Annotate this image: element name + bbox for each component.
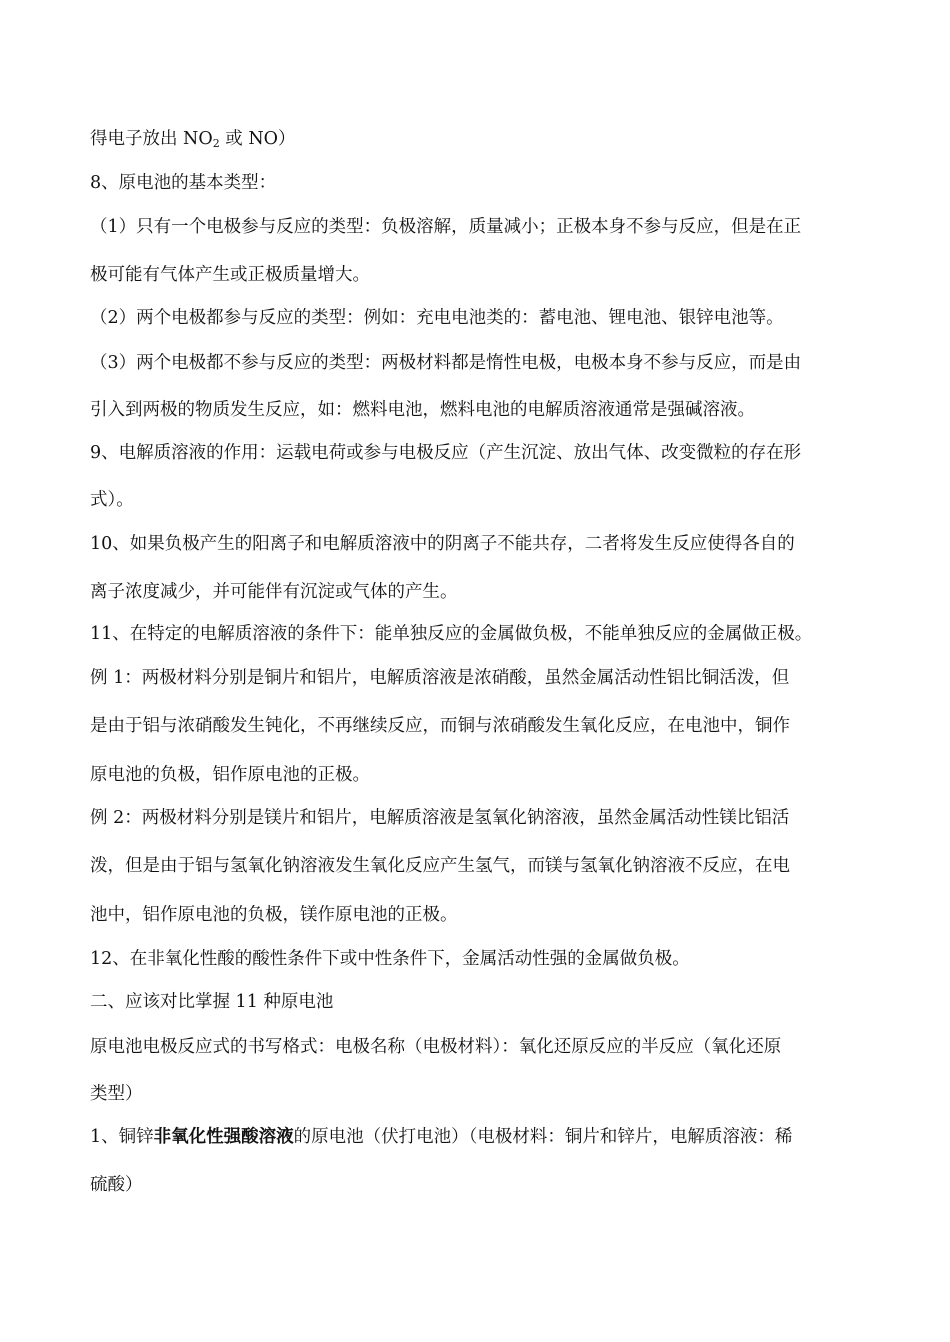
text-line: （3）两个电极都不参与反应的类型：两极材料都是惰性电极，电极本身不参与反应，而是由 <box>90 353 802 373</box>
text-run: 或 NO） <box>219 129 296 149</box>
subscript: 2 <box>212 137 220 150</box>
text-run: 得电子放出 NO <box>90 129 213 149</box>
text-line: 12、在非氧化性酸的酸性条件下或中性条件下，金属活动性强的金属做负极。 <box>90 949 690 969</box>
text-line <box>90 1125 792 1149</box>
text-line: 原电池电极反应式的书写格式：电极名称（电极材料）：氧化还原反应的半反应（氧化还原 <box>90 1037 782 1057</box>
text-line: 离子浓度减少，并可能伴有沉淀或气体的产生。 <box>90 582 458 602</box>
section-heading: 二、应该对比掌握 11 种原电池 <box>90 992 334 1012</box>
text-line: 原电池的负极，铝作原电池的正极。 <box>90 765 370 785</box>
text-line: 11、在特定的电解质溶液的条件下：能单独反应的金属做负极，不能单独反应的金属做正极。 <box>90 624 813 644</box>
text-line: 8、原电池的基本类型： <box>90 173 277 193</box>
text-line: （2）两个电极都参与反应的类型：例如：充电电池类的：蓄电池、锂电池、银锌电池等。 <box>90 308 784 328</box>
text-line: 式）。 <box>90 490 134 510</box>
text-line <box>90 127 296 151</box>
text-line: 极可能有气体产生或正极质量增大。 <box>90 265 370 285</box>
text-line: （1）只有一个电极参与反应的类型：负极溶解，质量减小；正极本身不参与反应，但是在正 <box>90 217 802 237</box>
text-line: 10、如果负极产生的阳离子和电解质溶液中的阴离子不能共存，二者将发生反应使得各自的 <box>90 534 795 554</box>
text-line: 例 2：两极材料分别是镁片和铝片，电解质溶液是氢氧化钠溶液，虽然金属活动性镁比铝活 <box>90 808 790 828</box>
text-line: 池中，铝作原电池的负极，镁作原电池的正极。 <box>90 905 458 925</box>
text-run: 的原电池（伏打电池）（电极材料：铜片和锌片，电解质溶液：稀 <box>293 1127 793 1147</box>
text-line: 类型） <box>90 1084 143 1104</box>
bold-text-run: 非氧化性强酸溶液 <box>153 1127 294 1147</box>
text-line: 泼，但是由于铝与氢氧化钠溶液发生氧化反应产生氢气，而镁与氢氧化钠溶液不反应，在电 <box>90 856 790 876</box>
text-line: 例 1：两极材料分别是铜片和铝片，电解质溶液是浓硝酸，虽然金属活动性铝比铜活泼，但 <box>90 668 790 688</box>
text-line: 9、电解质溶液的作用：运载电荷或参与电极反应（产生沉淀、放出气体、改变微粒的存在形 <box>90 443 802 463</box>
text-line: 是由于铝与浓硝酸发生钝化，不再继续反应，而铜与浓硝酸发生氧化反应，在电池中，铜作 <box>90 716 790 736</box>
text-line: 引入到两极的物质发生反应，如：燃料电池，燃料电池的电解质溶液通常是强碱溶液。 <box>90 400 755 420</box>
text-run: 1、铜锌 <box>90 1127 154 1147</box>
text-line: 硫酸） <box>90 1175 143 1195</box>
